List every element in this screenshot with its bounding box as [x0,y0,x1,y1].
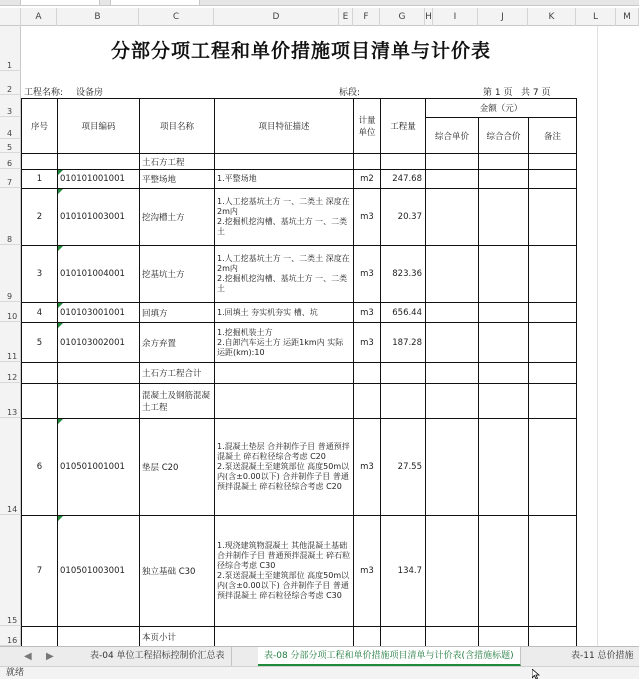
row-code[interactable]: 010103001001 [58,303,140,323]
row-total-price[interactable] [479,384,529,419]
row-name[interactable]: 土石方工程 [140,154,215,170]
column-header[interactable]: J [478,8,528,26]
row-total-price[interactable] [479,246,529,303]
row-remark[interactable] [529,189,577,246]
row-seq[interactable] [22,384,58,419]
row-remark[interactable] [529,323,577,363]
row-desc[interactable]: 1.平整场地 [215,170,354,189]
row-name[interactable]: 余方弃置 [140,323,215,363]
row-seq[interactable]: 1 [22,170,58,189]
row-total-price[interactable] [479,363,529,384]
row-code[interactable] [58,627,140,647]
bill-table [21,98,577,646]
row-unit[interactable]: m3 [354,246,381,303]
row-seq[interactable] [22,154,58,170]
header-desc[interactable]: 项目特征描述 [215,99,354,154]
column-headers [0,8,639,26]
row-code[interactable]: 010101001001 [58,170,140,189]
header-code[interactable]: 项目编码 [58,99,140,154]
column-header[interactable]: C [139,8,214,26]
table-row [22,323,577,363]
row-desc[interactable]: 1.挖掘机装土方 2.自卸汽车运土方 运距1km内 实际运距(km):10 [215,323,354,363]
row-unit-price[interactable] [426,516,479,627]
row-code[interactable]: 010101003001 [58,189,140,246]
table-row [22,246,577,303]
row-seq[interactable] [22,627,58,647]
row-unit[interactable]: m3 [354,189,381,246]
row-qty[interactable] [381,363,426,384]
row-remark[interactable] [529,419,577,516]
row-qty[interactable]: 187.28 [381,323,426,363]
row-unit[interactable] [354,384,381,419]
mouse-cursor-icon [532,669,540,679]
row-seq[interactable]: 7 [22,516,58,627]
row-unit-price[interactable] [426,419,479,516]
row-unit[interactable] [354,363,381,384]
row-header[interactable]: 7 [0,169,21,188]
row-seq[interactable]: 5 [22,323,58,363]
table-row [22,154,577,170]
header-seq[interactable]: 序号 [22,99,58,154]
column-header[interactable]: D [214,8,339,26]
row-total-price[interactable] [479,419,529,516]
column-header[interactable]: A [21,8,57,26]
section-label: 标段: [339,88,361,98]
header-unit-price[interactable]: 综合单价 [426,118,479,154]
table-row [22,363,577,384]
row-name[interactable]: 挖沟槽土方 [140,189,215,246]
column-header[interactable]: L [576,8,616,26]
row-header[interactable]: 9 [0,245,21,302]
row-unit[interactable] [354,154,381,170]
table-row [22,303,577,323]
row-header[interactable]: 13 [0,383,21,418]
row-seq[interactable]: 3 [22,246,58,303]
column-header[interactable]: K [528,8,576,26]
row-unit[interactable]: m2 [354,170,381,189]
row-seq[interactable]: 6 [22,419,58,516]
row-total-price[interactable] [479,627,529,647]
status-bar: 就绪 [0,666,639,679]
row-unit-price[interactable] [426,154,479,170]
row-headers [0,26,21,646]
row-header[interactable]: 3 [0,95,21,117]
table-row [22,384,577,419]
row-header[interactable]: 1 [0,26,21,71]
row-code[interactable]: 010501001001 [58,419,140,516]
row-qty[interactable] [381,627,426,647]
row-total-price[interactable] [479,154,529,170]
row-total-price[interactable] [479,323,529,363]
row-seq[interactable]: 2 [22,189,58,246]
row-remark[interactable] [529,363,577,384]
row-code[interactable] [58,363,140,384]
row-qty[interactable]: 20.37 [381,189,426,246]
row-desc[interactable]: 1.人工挖基坑土方 一、二类土 深度在2m内 2.挖掘机挖沟槽、基坑土方 一、二类土 [215,246,354,303]
row-code[interactable]: 010101004001 [58,246,140,303]
row-name[interactable]: 独立基础 C30 [140,516,215,627]
row-qty[interactable]: 656.44 [381,303,426,323]
row-seq[interactable]: 4 [22,303,58,323]
row-desc[interactable] [215,154,354,170]
row-name[interactable]: 回填方 [140,303,215,323]
row-name[interactable]: 混凝土及钢筋混凝土工程 [140,384,215,419]
row-desc[interactable]: 1.回填土 夯实机夯实 槽、坑 [215,303,354,323]
row-unit-price[interactable] [426,246,479,303]
select-all-corner[interactable] [0,8,21,26]
row-header[interactable]: 10 [0,302,21,322]
row-unit[interactable]: m3 [354,419,381,516]
row-desc[interactable] [215,363,354,384]
row-header[interactable]: 11 [0,322,21,362]
row-remark[interactable] [529,303,577,323]
row-seq[interactable] [22,363,58,384]
tab-next-icon[interactable]: ▶ [46,651,54,662]
column-header[interactable]: E [339,8,353,26]
tab-prev-icon[interactable]: ◀ [24,651,32,662]
project-label: 工程名称: [24,88,64,98]
row-desc[interactable] [215,384,354,419]
row-qty[interactable]: 134.7 [381,516,426,627]
row-header[interactable]: 6 [0,153,21,169]
row-unit-price[interactable] [426,323,479,363]
top-tab-2[interactable] [110,0,200,6]
header-remark[interactable]: 备注 [529,118,577,154]
row-total-price[interactable] [479,303,529,323]
table-row [22,516,577,627]
row-name[interactable]: 垫层 C20 [140,419,215,516]
top-bar [0,0,639,6]
row-unit[interactable] [354,627,381,647]
row-remark[interactable] [529,154,577,170]
row-header[interactable]: 8 [0,188,21,245]
row-name[interactable]: 土石方工程合计 [140,363,215,384]
row-header[interactable]: 2 [0,71,21,95]
column-header[interactable]: I [433,8,478,26]
row-remark[interactable] [529,170,577,189]
project-name: 设备房 [76,88,104,98]
header-qty[interactable]: 工程量 [381,99,426,154]
row-total-price[interactable] [479,189,529,246]
top-tab-1[interactable] [20,0,100,6]
row-header[interactable]: 5 [0,139,21,153]
row-qty[interactable] [381,384,426,419]
row-header[interactable]: 4 [0,117,21,139]
row-name[interactable]: 平整场地 [140,170,215,189]
row-qty[interactable]: 27.55 [381,419,426,516]
page-info: 第 1 页 共 7 页 [483,88,551,98]
row-remark[interactable] [529,627,577,647]
column-header[interactable]: H [425,8,433,26]
column-header[interactable]: B [57,8,139,26]
row-code[interactable]: 010103002001 [58,323,140,363]
tab-form-11[interactable]: 表-11 总价措施 [565,647,639,666]
row-unit[interactable]: m3 [354,303,381,323]
header-amount[interactable]: 金额（元） [426,99,577,118]
row-unit[interactable]: m3 [354,323,381,363]
row-desc[interactable] [215,627,354,647]
row-unit-price[interactable] [426,384,479,419]
tab-form-08[interactable]: 表-08 分部分项工程和单价措施项目清单与计价表(含措施标题) [258,647,521,666]
row-desc[interactable]: 1.人工挖基坑土方 一、二类土 深度在2m内 2.挖掘机挖沟槽、基坑土方 一、二类土 [215,189,354,246]
row-unit-price[interactable] [426,303,479,323]
header-name[interactable]: 项目名称 [140,99,215,154]
row-unit[interactable]: m3 [354,516,381,627]
row-unit-price[interactable] [426,627,479,647]
row-total-price[interactable] [479,170,529,189]
row-code[interactable] [58,154,140,170]
row-remark[interactable] [529,516,577,627]
row-code[interactable]: 010501003001 [58,516,140,627]
column-header[interactable]: G [380,8,425,26]
row-unit-price[interactable] [426,189,479,246]
row-remark[interactable] [529,384,577,419]
sheet-tab-bar [0,646,639,666]
table-row [22,419,577,516]
column-header[interactable]: M [616,8,639,26]
row-code[interactable] [58,384,140,419]
row-header[interactable]: 14 [0,418,21,515]
table-row [22,170,577,189]
row-desc[interactable]: 1.现浇建筑物混凝土 其他混凝土基础 合并制作子目 普通预拌混凝土 碎石粒径综合考虑 C30 2.泵送混凝土至建筑部位 高度50m以内(含±0.00以下) 合并制作子目 普通预拌混凝土 碎石粒径综合考虑 C30 [215,516,354,627]
row-name[interactable]: 挖基坑土方 [140,246,215,303]
header-unit[interactable]: 计量单位 [354,99,381,154]
row-header[interactable]: 16 [0,626,21,646]
row-total-price[interactable] [479,516,529,627]
row-qty[interactable] [381,154,426,170]
row-qty[interactable]: 247.68 [381,170,426,189]
row-header[interactable]: 12 [0,362,21,383]
row-name[interactable]: 本页小计 [140,627,215,647]
worksheet[interactable] [21,26,631,646]
row-qty[interactable]: 823.36 [381,246,426,303]
row-unit-price[interactable] [426,170,479,189]
row-remark[interactable] [529,246,577,303]
sheet-title: 分部分项工程和单价措施项目清单与计价表 [110,40,491,62]
row-unit-price[interactable] [426,363,479,384]
table-row [22,189,577,246]
header-total-price[interactable]: 综合合价 [479,118,529,154]
row-desc[interactable]: 1.混凝土垫层 合并制作子目 普通预拌混凝土 碎石粒径综合考虑 C20 2.泵送混凝土至建筑部位 高度50m以内(含±0.00以下) 合并制作子目 普通预拌混凝土 碎石粒径综合考虑 C20 [215,419,354,516]
tab-form-04[interactable]: 表-04 单位工程招标控制价汇总表 [84,647,232,666]
row-header[interactable]: 15 [0,515,21,626]
table-row [22,627,577,647]
column-header[interactable]: F [353,8,380,26]
